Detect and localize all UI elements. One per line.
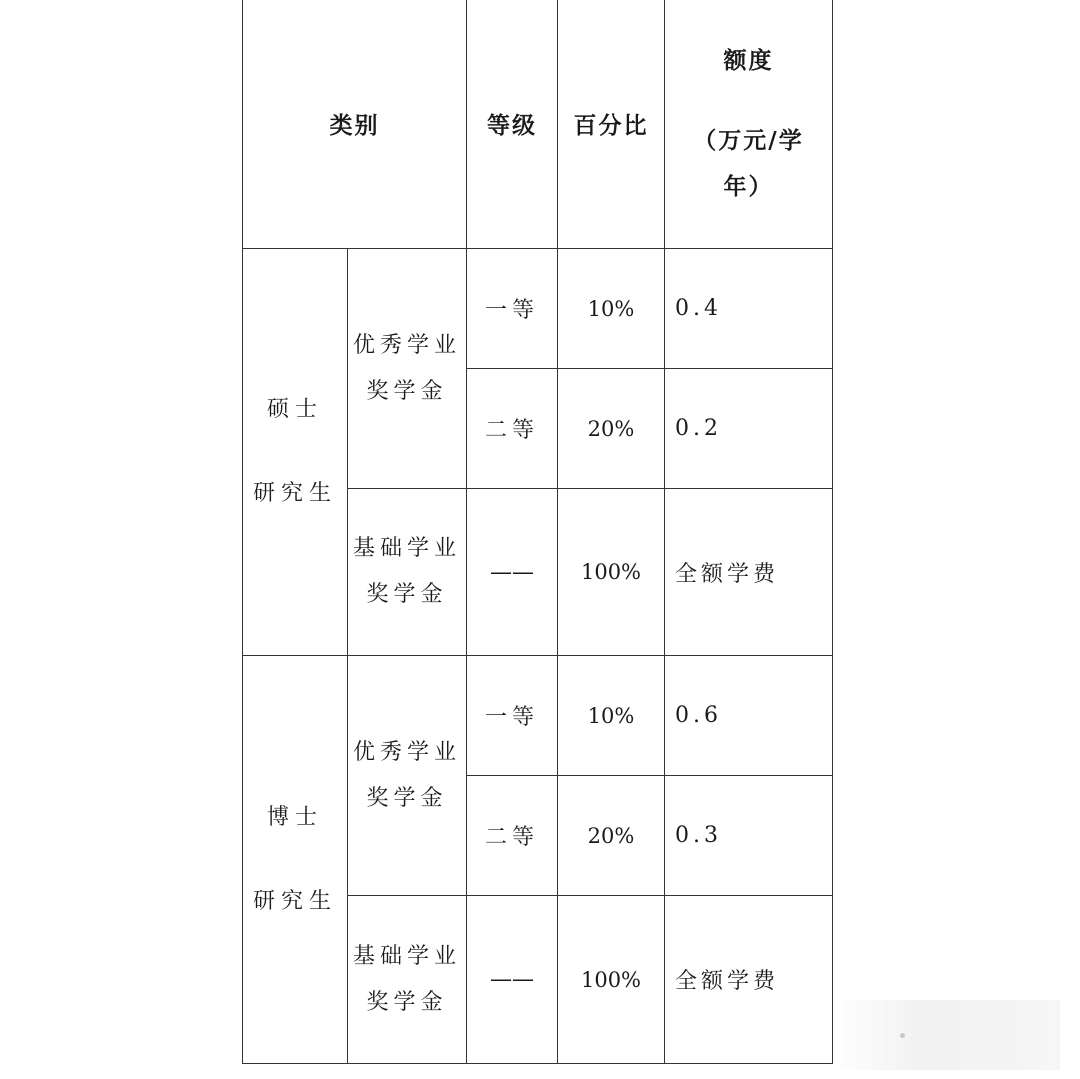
header-level-label: 等级: [487, 113, 537, 139]
header-amount-line1: 额度: [723, 47, 774, 74]
amount-cell: 0.2: [665, 369, 833, 489]
percentage-cell: 10%: [558, 249, 665, 369]
scholarship-name-line1: 优秀学业: [352, 332, 461, 358]
degree-label-line1: 硕士: [266, 397, 323, 422]
header-category: [243, 0, 467, 249]
header-amount-line2: （万元/学: [693, 127, 804, 154]
header-row: [243, 0, 833, 249]
scholarship-name-line1: 基础学业: [352, 536, 461, 561]
scholarship-type-basic: [348, 489, 467, 656]
percentage-cell: 100%: [558, 896, 665, 1064]
percentage-cell: 20%: [558, 776, 665, 896]
amount-cell: 0.3: [665, 776, 833, 896]
level-cell-dash: [467, 896, 558, 1064]
watermark-overlay: [830, 1000, 1060, 1070]
level-cell: 一等: [467, 656, 558, 776]
scholarship-table-container: [242, 0, 832, 1063]
scholarship-type-excellent: [348, 249, 467, 489]
scholarship-name-line2: 奖学金: [366, 582, 448, 607]
degree-label-line2: 研究生: [252, 481, 337, 506]
degree-label-line2: 研究生: [252, 888, 337, 914]
table-row: [243, 656, 833, 776]
dash-text: ——: [490, 967, 534, 992]
scholarship-table: [242, 0, 833, 1064]
percentage-cell: 20%: [558, 369, 665, 489]
watermark-dot: [900, 1033, 905, 1038]
amount-cell: 全额学费: [665, 896, 833, 1064]
scholarship-name-line1: 基础学业: [352, 943, 461, 969]
level-cell: 一等: [467, 249, 558, 369]
table-row: [243, 249, 833, 369]
header-percentage: [558, 0, 665, 249]
level-cell: 二等: [467, 369, 558, 489]
scholarship-name-line2: 奖学金: [366, 989, 448, 1015]
scholarship-type-basic: [348, 896, 467, 1064]
header-level: [467, 0, 558, 249]
percentage-cell: 100%: [558, 489, 665, 656]
scholarship-name-line2: 奖学金: [366, 378, 448, 404]
amount-cell: 0.4: [665, 249, 833, 369]
level-cell: 二等: [467, 776, 558, 896]
degree-cell-masters: [243, 249, 348, 656]
scholarship-name-line2: 奖学金: [366, 785, 448, 811]
amount-cell: 0.6: [665, 656, 833, 776]
level-cell-dash: [467, 489, 558, 656]
header-percentage-label: 百分比: [573, 113, 649, 139]
percentage-cell: 10%: [558, 656, 665, 776]
degree-cell-doctoral: [243, 656, 348, 1064]
degree-label-line1: 博士: [266, 804, 323, 830]
header-category-label: 类别: [329, 113, 380, 139]
header-amount: [665, 0, 833, 249]
scholarship-type-excellent: [348, 656, 467, 896]
amount-cell: 全额学费: [665, 489, 833, 656]
dash-text: ——: [490, 559, 534, 585]
scholarship-name-line1: 优秀学业: [352, 739, 461, 765]
header-amount-line3: 年）: [723, 173, 774, 200]
